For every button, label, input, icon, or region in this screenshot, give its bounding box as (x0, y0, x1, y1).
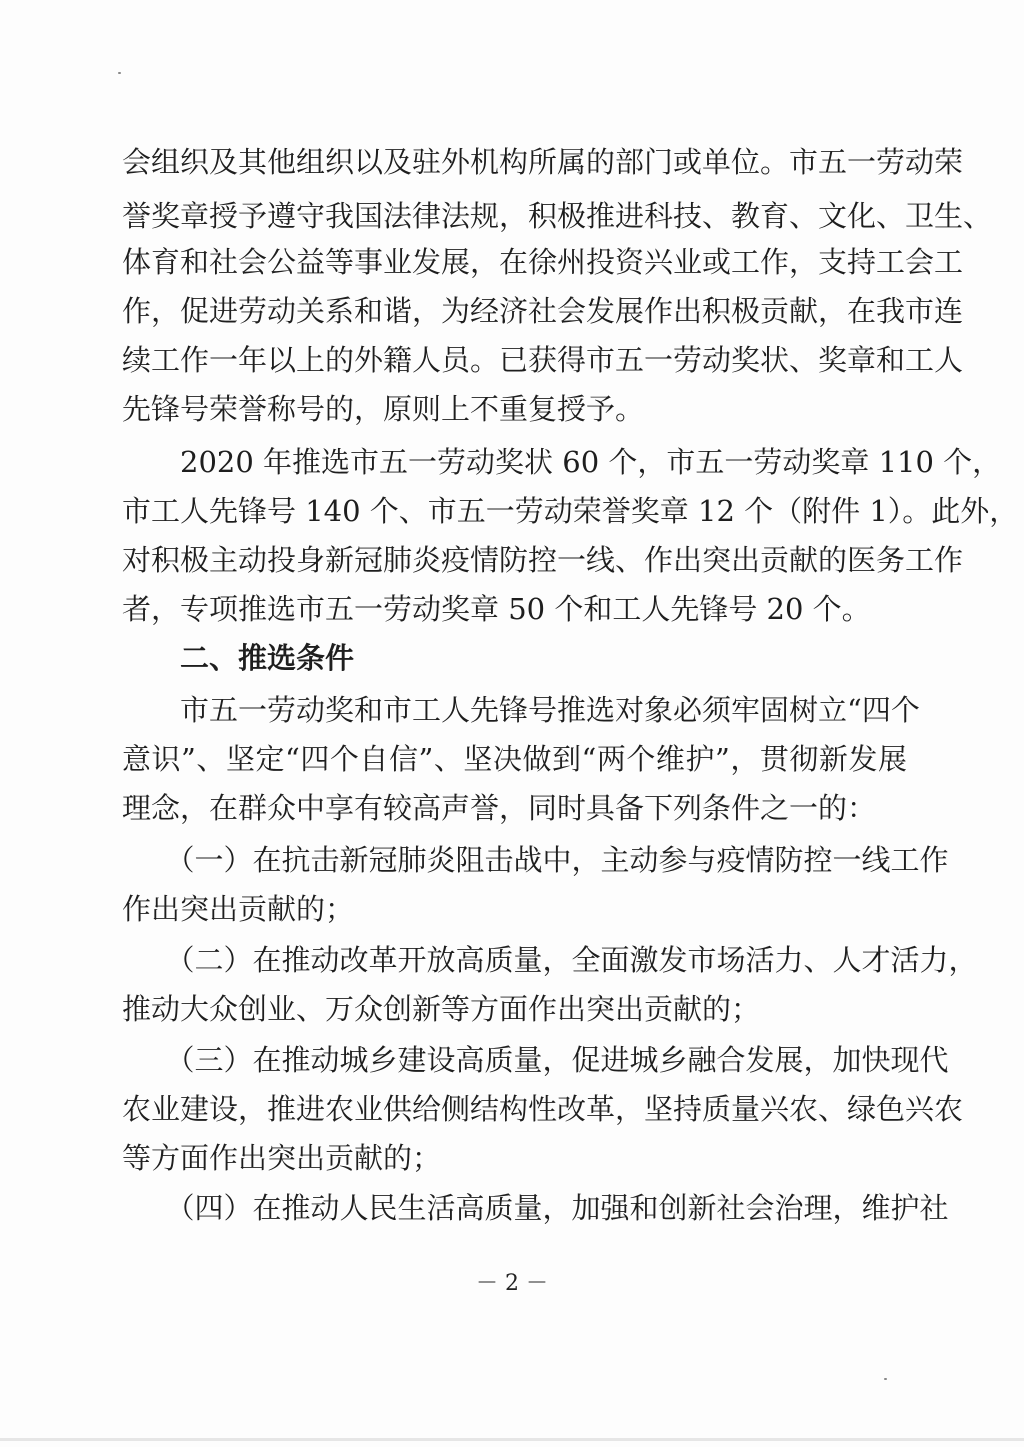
body-text-line: 农业建设，推进农业供给侧结构性改革，坚持质量兴农、绿色兴农 (122, 1092, 964, 1126)
body-text-line: 意识”、坚定“四个自信”、坚决做到“两个维护”，贯彻新发展 (122, 742, 907, 776)
body-text-line: 市五一劳动奖和市工人先锋号推选对象必须牢固树立“四个 (122, 693, 920, 727)
body-text-line: 誉奖章授予遵守我国法律法规，积极推进科技、教育、文化、卫生、 (122, 199, 993, 233)
body-text-line: 会组织及其他组织以及驻外机构所属的部门或单位。市五一劳动荣 (122, 145, 964, 179)
body-text-line: （四）在推动人民生活高质量，加强和创新社会治理，维护社 (122, 1191, 949, 1225)
body-text-line: 续工作一年以上的外籍人员。已获得市五一劳动奖状、奖章和工人 (122, 343, 964, 377)
body-text-line: （三）在推动城乡建设高质量，促进城乡融合发展，加快现代 (122, 1043, 949, 1077)
section-heading: 二、推选条件 (122, 641, 355, 675)
body-text-line: 作出突出贡献的； (122, 892, 355, 926)
scan-edge (0, 1438, 1024, 1441)
body-text-line: 对积极主动投身新冠肺炎疫情防控一线、作出突出贡献的医务工作 (122, 543, 964, 577)
body-text-line: 体育和社会公益等事业发展，在徐州投资兴业或工作，支持工会工 (122, 245, 964, 279)
body-text-line: 市工人先锋号 140 个、市五一劳动荣誉奖章 12 个（附件 1）。此外， (122, 494, 1019, 528)
body-text-line: 先锋号荣誉称号的，原则上不重复授予。 (122, 392, 645, 426)
page-number: － 2 － (476, 1271, 548, 1296)
body-text-line: 者，专项推选市五一劳动奖章 50 个和工人先锋号 20 个。 (122, 592, 871, 626)
body-text-line: 2020 年推选市五一劳动奖状 60 个，市五一劳动奖章 110 个， (122, 445, 1002, 479)
body-text-line: （一）在抗击新冠肺炎阻击战中，主动参与疫情防控一线工作 (122, 843, 949, 877)
body-text-line: 推动大众创业、万众创新等方面作出突出贡献的； (122, 992, 761, 1026)
body-text-line: 作，促进劳动关系和谐，为经济社会发展作出积极贡献，在我市连 (122, 294, 964, 328)
body-text-line: （二）在推动改革开放高质量，全面激发市场活力、人才活力， (122, 943, 978, 977)
scan-speck (884, 1378, 887, 1380)
body-text-line: 等方面作出突出贡献的； (122, 1141, 442, 1175)
scan-speck (118, 72, 121, 74)
body-text-line: 理念，在群众中享有较高声誉，同时具备下列条件之一的： (122, 791, 877, 825)
